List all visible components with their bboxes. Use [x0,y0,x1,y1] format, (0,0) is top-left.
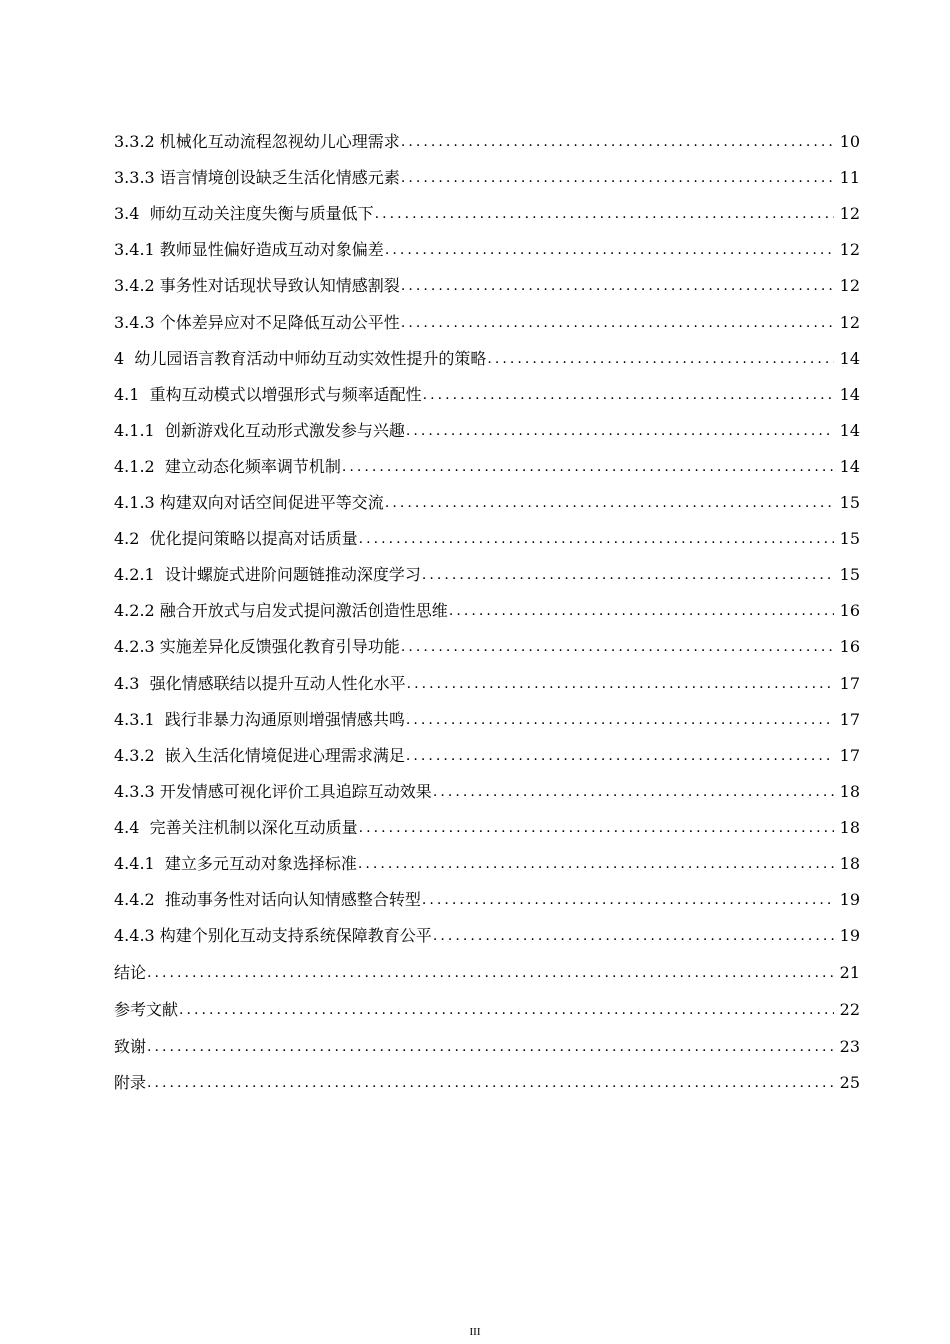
toc-leader-dots [147,1071,834,1095]
toc-entry-title: 4 幼儿园语言教育活动中师幼互动实效性提升的策略 [114,348,487,368]
toc-leader-dots [406,744,834,768]
toc-entry-page: 23 [839,1036,860,1056]
table-of-contents [114,118,860,1095]
toc-leader-dots [401,311,834,335]
toc-entry[interactable] [114,1022,860,1059]
toc-leader-dots [422,888,834,912]
toc-leader-dots [406,419,834,443]
toc-entry-page: 12 [839,312,860,332]
toc-entry-title: 3.4.2 事务性对话现状导致认知情感割裂 [114,276,400,296]
toc-entry[interactable] [114,912,860,948]
toc-leader-dots [401,166,834,190]
toc-entry-page: 12 [839,276,860,296]
toc-entry-title: 4.2 优化提问策略以提高对话质量 [114,529,358,549]
toc-entry-page: 19 [839,926,860,946]
toc-entry[interactable] [114,732,860,768]
toc-entry-title: 4.1.3 构建双向对话空间促进平等交流 [114,493,384,513]
toc-entry[interactable] [114,659,860,695]
toc-entry[interactable] [114,298,860,334]
toc-entry-page: 14 [839,384,860,404]
toc-entry-title: 4.1.1 创新游戏化互动形式激发参与兴趣 [114,420,405,440]
toc-entry-title: 3.3.3 语言情境创设缺乏生活化情感元素 [114,168,400,188]
toc-entry-page: 10 [839,132,860,152]
toc-entry-title: 4.1.2 建立动态化频率调节机制 [114,456,341,476]
toc-leader-dots [401,130,834,154]
toc-entry-title: 4.3.1 践行非暴力沟通原则增强情感共鸣 [114,709,405,729]
toc-entry-page: 21 [839,962,860,982]
toc-entry-page: 16 [839,637,860,657]
toc-entry[interactable] [114,1059,860,1096]
toc-entry-title: 4.4.2 推动事务性对话向认知情感整合转型 [114,890,421,910]
toc-entry[interactable] [114,587,860,623]
toc-entry-title: 4.3 强化情感联结以提升互动人性化水平 [114,673,406,693]
toc-entry-title: 4.4 完善关注机制以深化互动质量 [114,817,358,837]
toc-entry[interactable] [114,407,860,443]
toc-entry[interactable] [114,551,860,587]
toc-entry-title: 4.4.1 建立多元互动对象选择标准 [114,853,357,873]
toc-leader-dots [375,202,834,226]
toc-entry-page: 12 [839,240,860,260]
toc-entry[interactable] [114,876,860,912]
toc-leader-dots [487,347,833,371]
toc-entry[interactable] [114,696,860,732]
toc-entry[interactable] [114,262,860,298]
toc-entry-page: 14 [839,420,860,440]
toc-leader-dots [385,238,834,262]
toc-entry[interactable] [114,948,860,985]
toc-entry[interactable] [114,443,860,479]
toc-leader-dots [401,274,834,298]
toc-entry[interactable] [114,768,860,804]
toc-entry-title: 4.2.2 融合开放式与启发式提问激活创造性思维 [114,601,448,621]
toc-entry[interactable] [114,118,860,154]
toc-entry-title: 3.3.2 机械化互动流程忽视幼儿心理需求 [114,132,400,152]
toc-entry[interactable] [114,623,860,659]
toc-entry[interactable] [114,479,860,515]
toc-entry[interactable] [114,226,860,262]
toc-entry-page: 18 [839,781,860,801]
toc-leader-dots [342,455,834,479]
toc-entry-title: 3.4.3 个体差异应对不足降低互动公平性 [114,312,400,332]
toc-entry[interactable] [114,985,860,1022]
toc-leader-dots [358,852,834,876]
toc-entry-page: 14 [839,456,860,476]
toc-leader-dots [401,635,834,659]
toc-leader-dots [179,998,834,1022]
toc-entry-page: 17 [839,709,860,729]
toc-leader-dots [449,599,834,623]
toc-entry-title: 4.3.2 嵌入生活化情境促进心理需求满足 [114,745,405,765]
toc-entry-page: 11 [839,168,860,188]
toc-leader-dots [147,1035,834,1059]
toc-leader-dots [147,961,834,985]
toc-entry-page: 12 [839,204,860,224]
toc-entry-title: 4.1 重构互动模式以增强形式与频率适配性 [114,384,422,404]
toc-leader-dots [359,527,834,551]
toc-leader-dots [359,816,834,840]
toc-entry[interactable] [114,190,860,226]
toc-entry-page: 25 [839,1073,860,1093]
toc-entry[interactable] [114,371,860,407]
toc-entry-title: 致谢 [114,1036,147,1056]
toc-entry-title: 3.4.1 教师显性偏好造成互动对象偏差 [114,240,384,260]
toc-entry-title: 3.4 师幼互动关注度失衡与质量低下 [114,204,374,224]
toc-entry[interactable] [114,515,860,551]
toc-entry-page: 16 [839,601,860,621]
page-number: III [469,1326,481,1338]
toc-entry-title: 4.2.3 实施差异化反馈强化教育引导功能 [114,637,400,657]
toc-entry-page: 19 [839,890,860,910]
toc-entry-page: 18 [839,853,860,873]
toc-entry-page: 15 [839,529,860,549]
toc-leader-dots [385,491,834,515]
toc-entry[interactable] [114,154,860,190]
toc-leader-dots [423,383,834,407]
toc-leader-dots [406,708,834,732]
toc-entry-page: 15 [839,493,860,513]
toc-entry-title: 参考文献 [114,999,179,1019]
toc-leader-dots [422,563,834,587]
toc-entry[interactable] [114,804,860,840]
toc-entry[interactable] [114,840,860,876]
toc-entry-page: 18 [839,817,860,837]
toc-entry[interactable] [114,335,860,371]
toc-entry-page: 22 [839,999,860,1019]
toc-entry-page: 17 [839,673,860,693]
toc-leader-dots [407,672,834,696]
toc-entry-page: 15 [839,565,860,585]
toc-entry-title: 附录 [114,1073,147,1093]
toc-leader-dots [433,924,834,948]
toc-leader-dots [433,780,834,804]
toc-entry-title: 4.3.3 开发情感可视化评价工具追踪互动效果 [114,781,432,801]
toc-entry-title: 4.2.1 设计螺旋式进阶问题链推动深度学习 [114,565,421,585]
toc-entry-page: 14 [839,348,860,368]
toc-entry-title: 结论 [114,962,147,982]
toc-entry-title: 4.4.3 构建个别化互动支持系统保障教育公平 [114,926,432,946]
toc-entry-page: 17 [839,745,860,765]
